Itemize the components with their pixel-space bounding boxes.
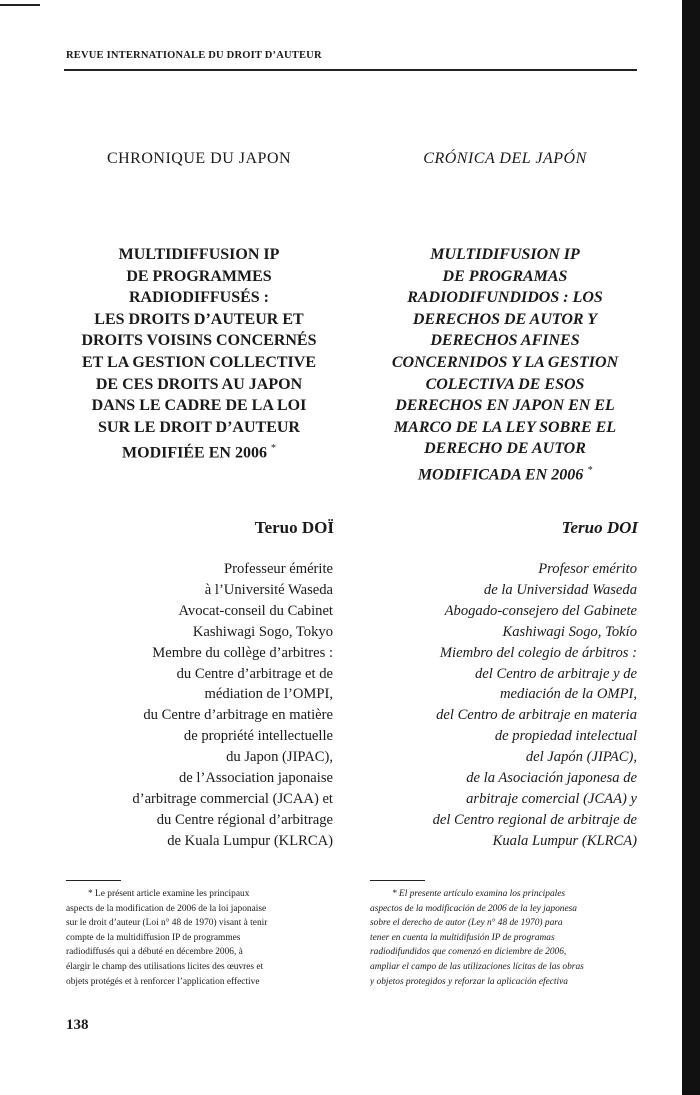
footnote-es	[370, 887, 638, 989]
affiliation-line: Membre du collège d’arbitres :	[152, 644, 333, 661]
title-line: DANS LE CADRE DE LA LOI	[91, 397, 307, 415]
affiliation-line: Miembro del colegio de árbitros :	[439, 644, 637, 661]
author-name-fr: Teruo DOÏ	[254, 518, 334, 537]
footnote-mark: *	[587, 464, 593, 476]
affiliation-line: du Centre régional d’arbitrage	[156, 811, 333, 828]
footnote-line: * Le présent article examine les principaux	[88, 889, 250, 899]
title-line: DERECHO DE AUTOR	[424, 440, 586, 458]
header-rule	[64, 69, 637, 71]
affiliation-line: Abogado-consejero del Gabinete	[444, 602, 637, 619]
affiliation-line: arbitraje comercial (JCAA) y	[466, 790, 637, 807]
affiliation-line: du Centre d’arbitrage en matière	[143, 707, 333, 724]
title-line: DERECHOS AFINES	[430, 332, 580, 350]
affiliation-line: de propiedad intelectual	[494, 728, 637, 745]
affiliation-line: Kashiwagi Sogo, Tokío	[502, 623, 637, 640]
title-line	[370, 460, 640, 486]
affiliation-line: de la Universidad Waseda	[483, 581, 637, 598]
article-title-es	[370, 244, 640, 486]
running-header: REVUE INTERNATIONALE DU DROIT D’AUTEUR	[66, 50, 322, 61]
footnote-line: aspectos de la modificación de 2006 de la ley japonesa	[370, 903, 577, 914]
title-line: RADIODIFFUSÉS :	[128, 289, 269, 307]
author-affiliation-es	[362, 559, 637, 852]
top-edge-mark	[0, 4, 40, 6]
affiliation-line: de la Asociación japonesa de	[466, 770, 637, 787]
affiliation-line: de Kuala Lumpur (KLRCA)	[167, 832, 333, 849]
footnote-line: y objetos protegidos y reforzar la aplicación efectiva	[370, 976, 568, 987]
title-line-text: MODIFICADA EN 2006	[417, 466, 584, 484]
chronicle-heading-fr: CHRONIQUE DU JAPON	[106, 150, 292, 167]
affiliation-line: del Centro regional de arbitraje de	[432, 811, 637, 828]
chronicle-heading-es: CRÓNICA DEL JAPÓN	[423, 150, 587, 167]
footnote-line: radiodifundidos que comenzó en diciembre de 2006,	[370, 947, 567, 958]
affiliation-line: del Centro de arbitraje en materia	[436, 707, 637, 724]
affiliation-line: mediación de la OMPI,	[500, 686, 637, 703]
title-line: DE PROGRAMMES	[126, 267, 272, 285]
footnote-line: * El presente artículo examina los principales	[392, 889, 566, 899]
affiliation-line: Professeur émérite	[223, 561, 333, 577]
affiliation-line: Profesor emérito	[538, 561, 637, 577]
footnote-line: tener en cuenta la multidifusión IP de programas	[370, 932, 555, 943]
scan-edge-shadow	[682, 0, 700, 1095]
title-line: MULTIDIFUSION IP	[430, 246, 580, 263]
affiliation-line: médiation de l’OMPI,	[204, 686, 333, 703]
footnote-line: élargir le champ des utilisations licites des œuvres et	[66, 961, 264, 972]
footnote-line: aspects de la modification de 2006 de la loi japonaise	[66, 903, 267, 914]
affiliation-line: Avocat-conseil du Cabinet	[178, 602, 333, 619]
author-name-es: Teruo DOI	[561, 518, 638, 537]
footnote-line: sur le droit d’auteur (Loi n° 48 de 1970) visant à tenir	[66, 918, 268, 929]
title-line	[64, 438, 334, 464]
affiliation-line: Kashiwagi Sogo, Tokyo	[192, 623, 333, 640]
title-line: DERECHOS EN JAPON EN EL	[395, 397, 615, 415]
title-line: COLECTIVA DE ESOS	[425, 375, 585, 393]
title-line: ET LA GESTION COLLECTIVE	[81, 353, 316, 371]
affiliation-line: de propriété intellectuelle	[183, 728, 333, 745]
footnote-line: sobre el derecho de autor (Ley n° 48 de 1970) para	[370, 918, 563, 929]
title-line: SUR LE DROIT D’AUTEUR	[98, 418, 300, 436]
title-line-text: MODIFIÉE EN 2006	[122, 444, 267, 462]
affiliation-line: à l’Université Waseda	[204, 581, 333, 598]
title-line: CONCERNIDOS Y LA GESTION	[391, 353, 619, 371]
article-title-fr	[64, 244, 334, 464]
footnote-line: ampliar el campo de las utilizaciones lícitas de las obras	[370, 961, 584, 972]
title-line: DERECHOS DE AUTOR Y	[412, 310, 598, 328]
footnote-line: radiodiffusés qui a débuté en décembre 2006, à	[66, 947, 243, 958]
author-affiliation-fr	[58, 559, 333, 852]
affiliation-line: Kuala Lumpur (KLRCA)	[492, 832, 637, 849]
footnote-rule-fr	[66, 880, 121, 881]
title-line: DE PROGRAMAS	[442, 267, 568, 285]
affiliation-line: del Japón (JIPAC),	[525, 749, 637, 766]
title-line: MULTIDIFFUSION IP	[118, 246, 280, 263]
footnote-line: objets protégés et à renforcer l’application effective	[66, 976, 260, 987]
title-line: DROITS VOISINS CONCERNÉS	[81, 332, 317, 350]
title-line: DE CES DROITS AU JAPON	[95, 375, 303, 393]
footnote-rule-es	[370, 880, 425, 881]
title-line: MARCO DE LA LEY SOBRE EL	[393, 418, 617, 436]
footnote-fr	[66, 887, 334, 989]
affiliation-line: du Japon (JIPAC),	[226, 749, 333, 766]
footnote-line: compte de la multidiffusion IP de programmes	[66, 932, 241, 943]
affiliation-line: du Centre d’arbitrage et de	[176, 665, 333, 682]
page-number: 138	[66, 1017, 89, 1033]
footnote-mark: *	[270, 443, 276, 455]
title-line: LES DROITS D’AUTEUR ET	[94, 310, 304, 328]
affiliation-line: del Centro de arbitraje y de	[475, 665, 637, 682]
affiliation-line: d’arbitrage commercial (JCAA) et	[132, 790, 333, 807]
affiliation-line: de l’Association japonaise	[178, 770, 333, 787]
title-line: RADIODIFUNDIDOS : LOS	[407, 289, 603, 307]
